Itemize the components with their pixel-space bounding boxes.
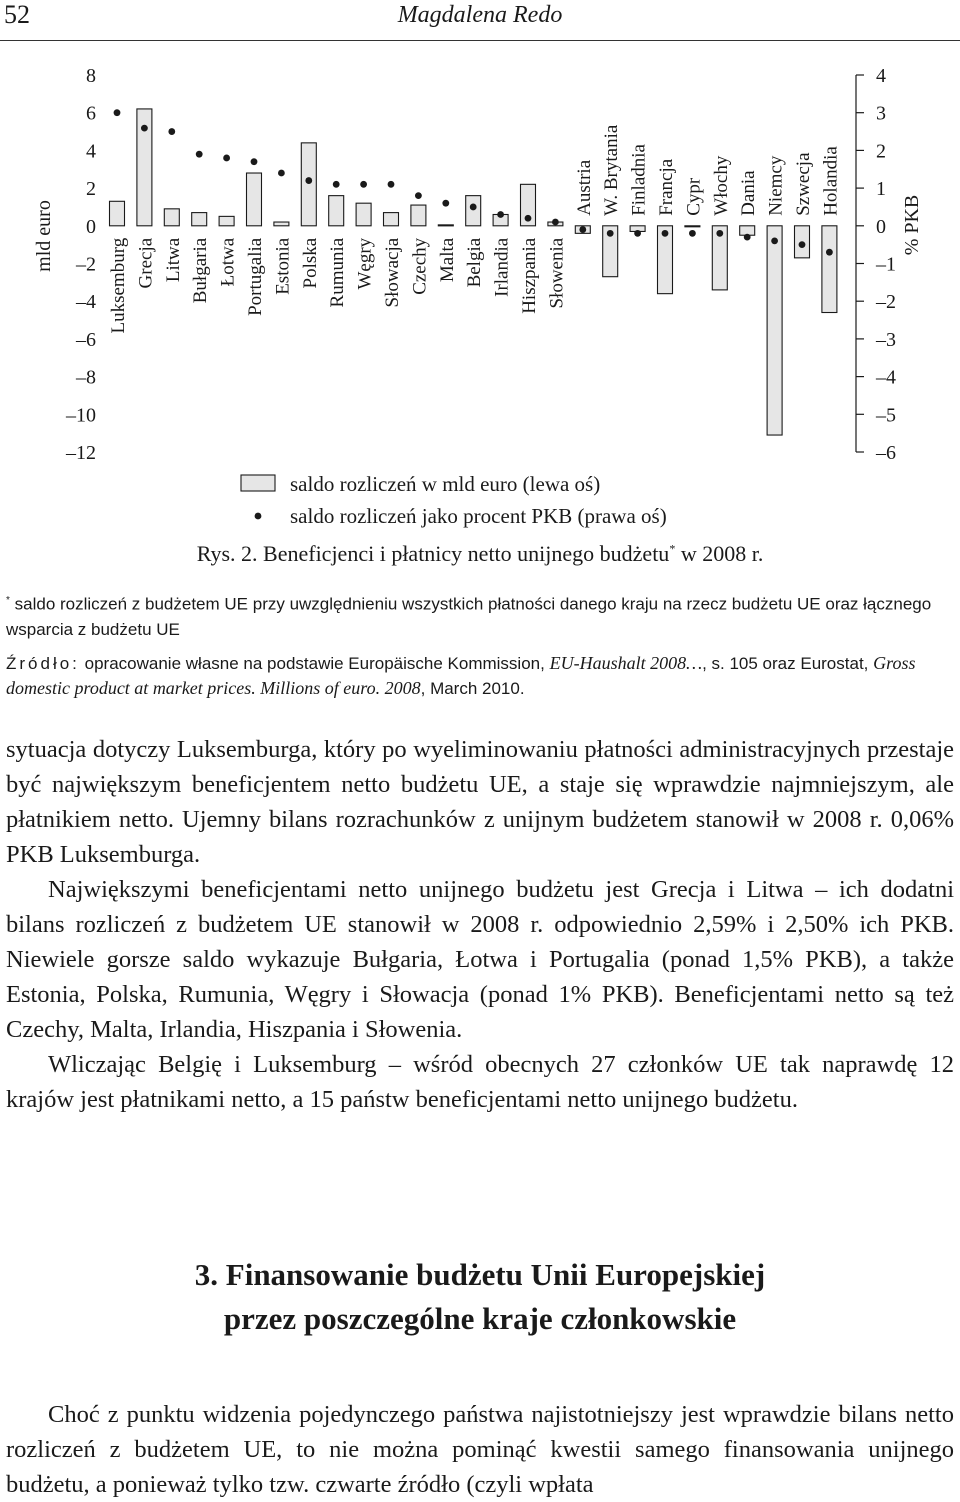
legend-dot-label: saldo rozliczeń jako procent PKB (prawa oś) (290, 504, 667, 528)
bar (274, 222, 289, 226)
budget-balance-chart (0, 50, 960, 535)
pkb-point (579, 226, 586, 233)
left-tick-label: –2 (76, 253, 96, 276)
bar (110, 201, 125, 226)
body-text (6, 732, 954, 1117)
country-label: Węgry (354, 237, 376, 290)
paragraph: Wliczając Belgię i Luksemburg – wśród obecnych 27 członków UE tak naprawdę 12 krajów jest płatnikami netto, a 15 państw beneficjentami netto unijnego budżetu. (6, 1051, 954, 1113)
pkb-point (634, 230, 641, 237)
left-tick-label: –8 (76, 366, 96, 389)
right-tick-label: 0 (876, 215, 886, 238)
bar (329, 196, 344, 226)
legend-dot-swatch (255, 513, 262, 520)
right-tick-label: 3 (876, 102, 886, 125)
left-axis-title: mld euro (33, 200, 55, 272)
country-label: Bułgaria (190, 237, 212, 304)
pkb-point (607, 230, 614, 237)
right-tick-label: 1 (876, 178, 886, 201)
pkb-point (744, 234, 751, 241)
country-label: Cypr (683, 177, 705, 216)
left-tick-label: 0 (86, 215, 96, 238)
pkb-point (799, 241, 806, 248)
pkb-point (278, 170, 285, 177)
bar (164, 209, 179, 226)
right-tick-label: –2 (876, 291, 896, 314)
pkb-point (114, 109, 121, 116)
page-header (0, 0, 960, 41)
country-label: Dania (738, 170, 760, 216)
figure-caption: Rys. 2. Beneficjenci i płatnicy netto unijnego budżetu* w 2008 r. (196, 541, 764, 566)
bar (356, 203, 371, 226)
pkb-point (168, 128, 175, 135)
running-head: Magdalena Redo (397, 2, 563, 28)
left-tick-label: 8 (86, 65, 96, 87)
bar (767, 226, 782, 435)
right-tick-label: –6 (876, 442, 896, 464)
country-label: Słowacja (382, 237, 403, 308)
bar (438, 225, 453, 226)
pkb-point (662, 230, 669, 237)
country-label: Litwa (162, 237, 184, 283)
pkb-point (716, 230, 723, 237)
country-label: Grecja (135, 237, 157, 289)
right-tick-label: –4 (876, 366, 896, 389)
left-tick-label: –10 (66, 404, 96, 427)
country-label: Łotwa (217, 237, 239, 287)
legend-bar-swatch (241, 475, 275, 491)
bar (192, 213, 207, 226)
pkb-point (360, 181, 367, 188)
pkb-point (470, 204, 477, 211)
right-tick-label: –3 (876, 328, 896, 351)
figure-source: Źródło: opracowanie własne na podstawie Europäische Kommission, EU-Haushalt 2008…, s. 105 oraz Eurostat, Gross domestic product at market prices. Millions of euro. 2008, March 2010. (6, 653, 916, 698)
country-label: Szwecja (793, 152, 814, 216)
pkb-point (223, 155, 230, 162)
figure-footnote: * saldo rozliczeń z budżetem UE przy uwzględnieniu wszystkich płatności danego kraju na rzecz budżetu UE oraz łącznego wsparcia z budżetu UE (6, 594, 932, 639)
bar (466, 196, 481, 226)
left-tick-label: –12 (66, 442, 96, 464)
body-text-2 (6, 1397, 954, 1502)
country-label: Polska (299, 237, 321, 289)
country-label: Włochy (710, 155, 732, 216)
country-label: Niemcy (765, 155, 787, 216)
country-label: Rumunia (327, 237, 349, 308)
pkb-point (141, 125, 148, 132)
pkb-point (552, 219, 559, 226)
right-tick-label: –5 (876, 404, 896, 427)
bar (219, 216, 234, 225)
pkb-point (442, 200, 449, 207)
bar (822, 226, 837, 313)
left-tick-label: –4 (76, 291, 96, 314)
paragraph: Choć z punktu widzenia pojedynczego państwa najistotniejszy jest wprawdzie bilans netto rozliczeń z budżetem UE, to nie można pominąć kwestii samego finansowania unijnego budżetu, a ponieważ tylko tzw. czwarte źródło (czyli wpłata (6, 1401, 954, 1498)
country-label: Słowenia (546, 237, 568, 309)
paragraph: sytuacja dotyczy Luksemburga, który po wyeliminowaniu płatności administracyjnych przestaje być największym beneficjentem netto budżetu UE, a staje się wprawdzie najmniejszym, ale płatnikiem netto. Ujemny bilans rozrachunków z unijnym budżetem stanowił w 2008 r. 0,06% PKB Luksemburga. (6, 736, 954, 868)
pkb-point (497, 211, 504, 218)
left-tick-label: 4 (86, 140, 96, 163)
pkb-point (305, 177, 312, 184)
country-label: Hiszpania (519, 237, 540, 314)
left-tick-label: 6 (86, 102, 96, 125)
right-axis-title: % PKB (901, 194, 923, 256)
legend-bar-label: saldo rozliczeń w mld euro (lewa oś) (290, 472, 601, 496)
page-number: 52 (4, 0, 30, 29)
country-label: Czechy (409, 237, 431, 295)
bar (384, 213, 399, 226)
country-label: Holandia (820, 146, 842, 216)
section-title: 3. Finansowanie budżetu Unii Europejskiej przez poszczególne kraje członkowskie (194, 1257, 766, 1336)
country-label: Malta (436, 237, 458, 283)
pkb-point (251, 158, 258, 165)
bar (411, 205, 426, 226)
right-tick-label: 4 (876, 65, 886, 87)
country-label: Irlandia (491, 237, 513, 297)
country-label: Finladnia (628, 144, 650, 216)
right-tick-label: –1 (876, 253, 896, 276)
country-label: Estonia (272, 237, 294, 295)
left-tick-label: 2 (86, 178, 96, 201)
country-label: Francja (656, 158, 677, 216)
country-label: W. Brytania (601, 124, 623, 216)
country-label: Luksemburg (108, 237, 129, 334)
country-label: Portugalia (245, 237, 266, 316)
bar (247, 173, 262, 226)
country-label: Belgia (464, 237, 486, 288)
pkb-point (415, 192, 422, 199)
pkb-point (689, 230, 696, 237)
bar (301, 143, 316, 226)
right-tick-label: 2 (876, 140, 886, 163)
paragraph: Największymi beneficjentami netto unijnego budżetu jest Grecja i Litwa – ich dodatni bilans rozliczeń z budżetem UE stanowił w 2008 r. odpowiednio 2,59% i 2,50% ich PKB. Niewiele gorsze saldo wykazuje Bułgaria, Łotwa i Portugalia (ponad 1,5% PKB), a także Estonia, Polska, Rumunia, Węgry i Słowacja (ponad 1% PKB). Beneficjentami netto są też Czechy, Malta, Irlandia, Hiszpania i Słowenia. (6, 876, 954, 1043)
pkb-point (388, 181, 395, 188)
bar (685, 226, 700, 227)
left-tick-label: –6 (76, 328, 96, 351)
pkb-point (826, 249, 833, 256)
pkb-point (333, 181, 340, 188)
pkb-point (525, 215, 532, 222)
pkb-point (771, 237, 778, 244)
pkb-point (196, 151, 203, 158)
country-label: Austria (573, 159, 595, 216)
